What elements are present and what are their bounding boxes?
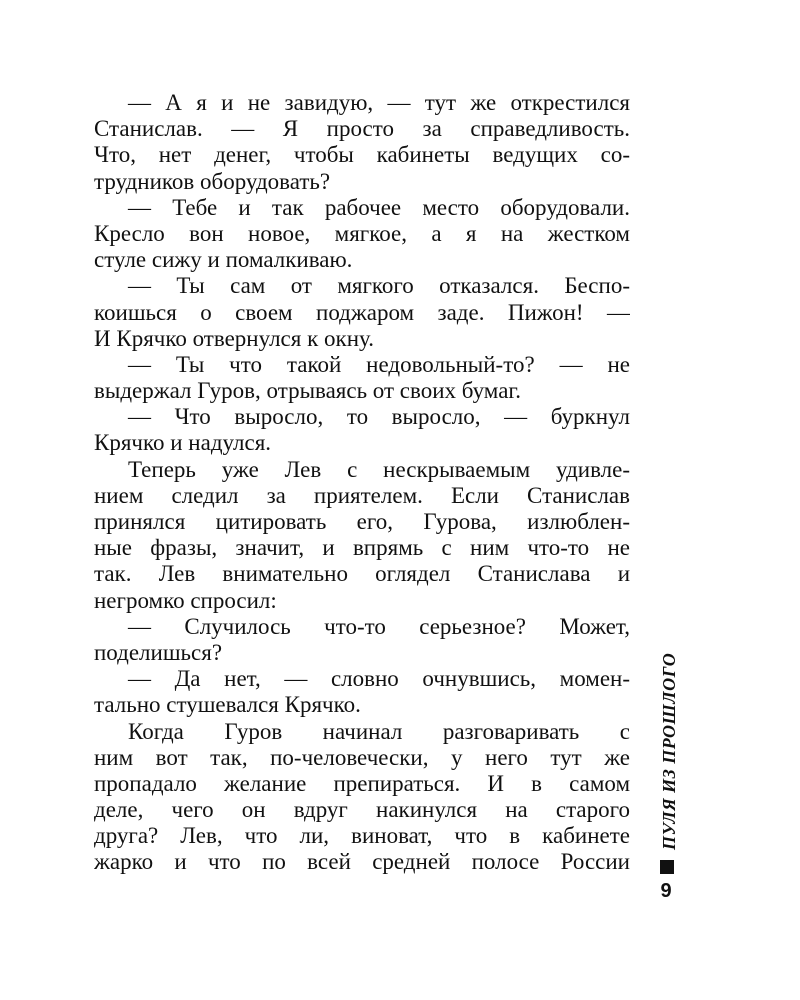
text-line: — Случилось что-то серьезное? Может,: [128, 613, 630, 639]
text-line: Станислав. — Я просто за справедливость.: [94, 116, 630, 142]
text-line: принялся цитировать его, Гурова, излюблен-: [94, 509, 630, 534]
text-line: трудников оборудовать?: [94, 168, 331, 194]
text-line: негромко спросил:: [94, 587, 277, 613]
text-line: — Ты что такой недовольный-то? — не: [128, 351, 630, 377]
text-line: жарко и что по всей средней полосе России: [94, 849, 630, 875]
running-title: [654, 652, 684, 850]
text-line: пропадало желание препираться. И в самом: [94, 770, 630, 796]
text-line: — Да нет, — словно очнувшись, момен-: [128, 666, 630, 692]
text-line: — А я и не завидую, — тут же открестился: [128, 90, 630, 115]
text-line: коишься о своем поджаром заде. Пижон! —: [94, 299, 630, 325]
text-line: — Ты сам от мягкого отказался. Беспо-: [128, 273, 630, 299]
text-line: тально стушевался Крячко.: [94, 692, 361, 718]
text-line: И Крячко отвернулся к окну.: [94, 325, 374, 351]
page-number: 9: [660, 880, 672, 902]
text-line: Теперь уже Лев с нескрываемым удивле-: [128, 456, 630, 482]
square-marker-icon: [660, 860, 674, 874]
text-line: деле, чего он вдруг накинулся на старого: [94, 797, 630, 823]
text-line: стуле сижу и помалкиваю.: [94, 247, 353, 273]
text-line: ним вот так, по-человечески, у него тут же: [94, 744, 630, 770]
text-line: Крячко и надулся.: [94, 430, 272, 456]
text-line: выдержал Гуров, отрываясь от своих бумаг.: [94, 378, 521, 404]
text-line: ные фразы, значит, и впрямь с ним что-то не: [94, 535, 630, 561]
text-line: Когда Гуров начинал разговаривать с: [128, 718, 630, 744]
text-line: нием следил за приятелем. Если Станислав: [94, 482, 630, 508]
text-line: поделишься?: [94, 639, 223, 665]
text-line: так. Лев внимательно оглядел Станислава и: [94, 561, 630, 587]
page-body-text: [94, 90, 630, 876]
text-line: Кресло вон новое, мягкое, а я на жестком: [94, 220, 630, 246]
text-line: Что, нет денег, чтобы кабинеты ведущих со-: [94, 142, 630, 168]
running-title-text: ПУЛЯ ИЗ ПРОШЛОГО: [659, 652, 679, 850]
text-line: — Тебе и так рабочее место оборудовали.: [128, 194, 630, 220]
text-line: — Что выросло, то выросло, — буркнул: [128, 404, 630, 430]
text-line: друга? Лев, что ли, виноват, что в кабинете: [94, 823, 630, 849]
